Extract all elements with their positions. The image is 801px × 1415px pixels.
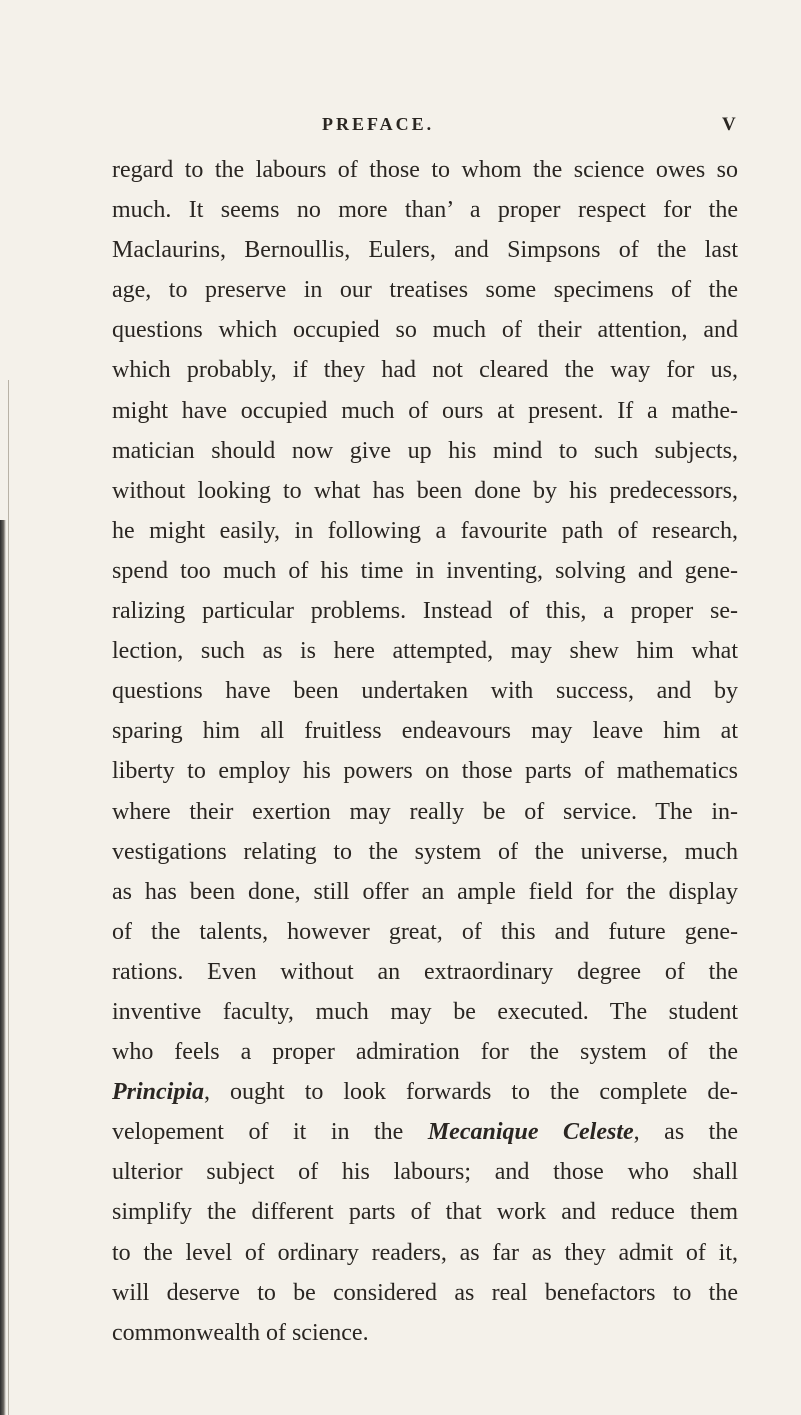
text-line [112,511,738,551]
running-head [0,114,801,142]
text-segment: spend too much of his time in inventing, solving and gene- [112,557,738,584]
text-line [112,1072,738,1112]
text-line [112,1192,738,1232]
text-segment: , ought to look forwards to the complete de- [204,1079,738,1106]
text-segment: , as the [633,1119,738,1146]
text-line [112,1032,738,1072]
text-line [112,551,738,591]
text-segment: ulterior subject of his labours; and those who shall [112,1159,738,1186]
text-line [112,832,738,872]
text-line [112,872,738,912]
binding-shadow [0,520,6,1415]
text-segment: age, to preserve in our treatises some specimens of the [112,277,738,304]
text-segment: regard to the labours of those to whom the science owes so [112,157,738,183]
text-line [112,711,738,751]
text-segment: lection, such as is here attempted, may shew him what [112,638,738,665]
text-segment: ralizing particular problems. Instead of this, a proper se- [112,598,738,625]
text-segment: questions have been undertaken with success, and by [112,678,738,705]
text-line [112,471,738,511]
text-segment: of the talents, however great, of this and future gene- [112,918,738,945]
text-segment: velopement of it in the [112,1119,428,1146]
text-segment: where their exertion may really be of service. The in- [112,798,738,825]
text-segment: much. It seems no more than’ a proper respect for the [112,197,738,224]
text-line [112,1313,738,1353]
text-segment: will deserve to be considered as real benefactors to the [112,1279,738,1306]
italic-title: Mecanique Celeste [427,1119,634,1146]
text-segment: matician should now give up his mind to such subjects, [112,437,738,464]
text-line [112,1112,738,1152]
text-segment: might have occupied much of ours at present. If a mathe- [112,397,738,424]
text-line [112,992,738,1032]
text-line [112,190,738,230]
gutter-line [8,380,9,1415]
text-line [112,1233,738,1273]
text-segment: to the level of ordinary readers, as far as they admit of it, [112,1239,738,1266]
text-line [112,751,738,791]
text-line [112,310,738,350]
running-title: PREFACE. [322,114,435,134]
text-line [112,1273,738,1313]
text-segment: inventive faculty, much may be executed. The student [112,998,738,1025]
text-segment: simplify the different parts of that work and reduce them [112,1199,738,1226]
text-line [112,350,738,390]
text-segment: without looking to what has been done by his predecessors, [112,477,738,504]
text-line [112,591,738,631]
text-segment: rations. Even without an extraordinary degree of the [112,958,738,985]
text-segment: questions which occupied so much of their attention, and [112,317,738,344]
text-line [112,431,738,471]
text-segment: liberty to employ his powers on those parts of mathematics [112,758,738,785]
text-segment: as has been done, still offer an ample field for the display [112,878,738,905]
text-line [112,952,738,992]
text-line [112,150,738,190]
text-segment: sparing him all fruitless endeavours may leave him at [112,718,738,745]
text-segment: he might easily, in following a favourite path of research, [112,517,738,544]
page-number: V [722,114,737,135]
text-segment: who feels a proper admiration for the system of the [112,1039,738,1066]
text-segment: which probably, if they had not cleared the way for us, [112,357,738,384]
text-segment: Maclaurins, Bernoullis, Eulers, and Simpsons of the last [112,237,738,264]
preface-body [112,150,738,1353]
text-line [112,1152,738,1192]
text-segment: vestigations relating to the system of the universe, much [112,838,738,865]
text-line [112,270,738,310]
text-line [112,631,738,671]
text-segment: commonwealth of science. [112,1319,369,1346]
text-line [112,792,738,832]
text-line [112,912,738,952]
italic-title: Principia [112,1079,205,1106]
text-line [112,671,738,711]
text-line [112,230,738,270]
text-line [112,391,738,431]
